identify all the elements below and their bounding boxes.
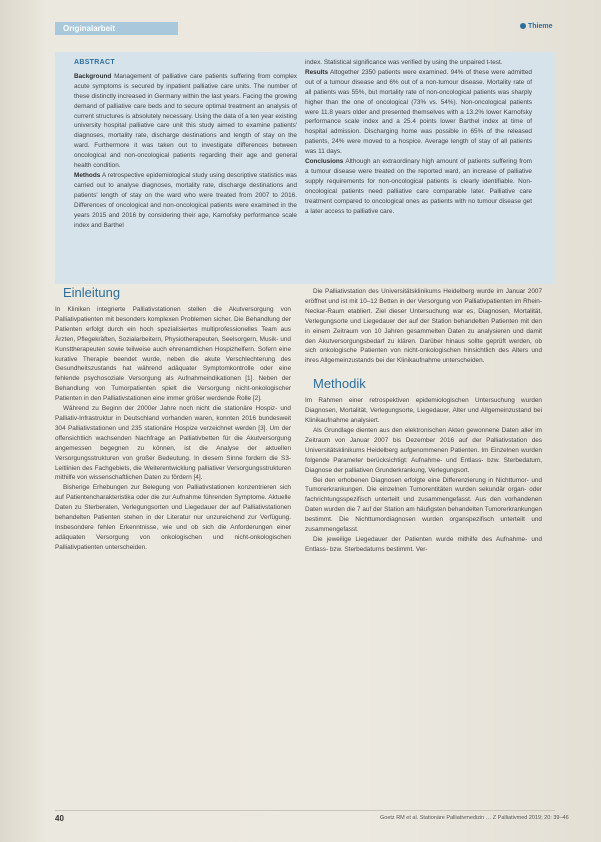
intro-paragraph: Die Palliativstation des Universitätsklinikums Heidelberg wurde im Januar 2007 eröffnet und ist mit 10–12 Betten in der Versorgung von Palliativpatienten im Rhein-Neckar-Raum etabliert. Ziel dieser Untersuchung war es, Diagnosen, Mortalität, Verlegungsorte und Liegedauer der auf der Station behandelten Patienten mit den in einem Zeitraum von 10 Jahren gesammelten Daten zu analysieren und damit den Akutversorgungsbedarf zu klären. Darüber hinaus sollte geprüft werden, ob sich onkologische Patienten von nicht-onkologischen hinsichtlich des Alters und ihres Allgemeinzustands bei der Klinikaufnahme unterscheiden.	[305, 288, 542, 365]
einleitung-paragraph: Bisherige Erhebungen zur Belegung von Palliativstationen konzentrieren sich auf Patientencharakteristika oder die zur Aufnahme führenden Symptome. Aktuelle Daten zu Sterberaten, Verlegungsorten und Liegedauer der auf Palliativstationen behandelten Patienten stehen in der Literatur nur unzureichend zur Verfügung. Insbesondere fehlen Erkenntnisse, wie und ob sich die Anforderungen einer adäquaten Versorgung von onkologischen und nicht-onkologischen Palliativpatienten unterscheiden.	[55, 484, 291, 551]
section-gap	[305, 366, 542, 376]
methodik-paragraph: Im Rahmen einer retrospektiven epidemiologischen Untersuchung wurden Diagnosen, Mortalität, Verlegungsorte, Liegedauer, Alter und Allgemeinzustand bei Klinikaufnahme analysiert.	[305, 397, 542, 425]
footer-citation: Goetz RM et al. Stationäre Palliativmedizin … Z Palliativmed 2019; 20: 39–46	[380, 815, 569, 821]
abstract-heading: ABSTRACT	[74, 59, 115, 66]
abstract-right-intro: index. Statistical significance was verified by using the unpaired t-test.	[305, 59, 503, 66]
methods-text: A retrospective epidemiological study using descriptive statistics was carried out to analyse diagnoses, mortality rate, discharge destinations and patients' length of stay on the ward who were treated from 2007 to 2016. Differences of oncological and non-oncological patients were examined in the years 2015 and 2016 by considering their age, Karnofsky performance scale index and Barthel	[74, 171, 297, 229]
body-left-column	[55, 285, 291, 553]
thieme-logo-icon	[520, 23, 526, 29]
abstract-results	[305, 68, 532, 157]
methodik-paragraph: Als Grundlage dienten aus den elektronischen Akten gewonnene Daten aller im Zeitraum von Januar 2007 bis Dezember 2016 auf der Palliativstation des Universitätsklinikums Heidelberg aufgenommenen Patienten. Im Einzelnen wurden folgende Parameter berücksichtigt: Aufnahme- und Entlass- bzw. Sterbedatum, Diagnose der palliativen Grunderkrankung, Verlegungsort.	[305, 426, 542, 474]
background-text: Management of palliative care patients suffering from complex acute symptoms is secured by inpatient palliative care units. The number of these distinctly increased in Germany within the last years. Facing the growing demand of palliative care beds and to secure optimal treatment an analysis of current structures is absolutely necessary. Using the data of a ten year existing university hospital palliative care unit this study aimed to examine patients' diagnoses, mortality rate, discharge destinations and length of stay on the ward. Furthermore it was taken out to investigate differences between oncological and non-oncological patients regarding their age and general health condition.	[74, 72, 298, 170]
abstract-methods	[74, 171, 297, 230]
footer-rule	[55, 810, 555, 811]
publisher-name: Thieme	[528, 23, 553, 30]
abstract-right-column	[305, 58, 532, 217]
results-label: Results	[305, 68, 329, 76]
methodik-paragraph: Bei den erhobenen Diagnosen erfolgte eine Differenzierung in Nichttumor- und Tumorerkrankungen. Die einzelnen Tumorentitäten wurden sekundär organ- oder fachrichtungsspezifisch unterteilt und zusammengefasst. Aus den vorhandenen Daten wurden die 7 auf der Station am häufigsten behandelten Tumorerkrankungen bestimmt. Die Nichttumordiagnosen wurden organspezifisch unterteilt und zusammengefasst.	[305, 476, 542, 534]
section-label: Originalarbeit	[55, 22, 178, 35]
results-text: Altogether 2350 patients were examined. 94% of these were admitted out of a tumour disease and 6% out of a non-tumour disease. Mortality rate of all patients was 55%, but mortality rate of non-oncological patients was sharply higher than the one of oncological (73% vs. 54%). Non-oncological patients were 11.8 years older and presented themselves with a 13.2% lower Karnofsky performance scale index and a 25.4 points lower Barthel index at time of hospital admission. Discharging home was possible in 65% of the released patients, 24% were moved to a hospice. Average length of stay of all patients was 11 days.	[305, 68, 532, 156]
methodik-paragraph: Die jeweilige Liegedauer der Patienten wurde mithilfe des Aufnahme- und Entlass- bzw. Sterbedaturns bestimmt. Ver-	[305, 535, 542, 553]
methodik-heading: Methodik	[313, 376, 366, 392]
conclusions-text: Although an extraordinary high amount of patients suffering from a tumour disease were treated on the reported ward, an increase of palliative supply requirements for non-oncological patients is clearly identifiable. Non-oncological patients need palliative care comparable later. Palliative care treatment compared to oncological ones as patients with no tumour disease get a later access to palliative care.	[305, 158, 532, 215]
einleitung-paragraph: In Kliniken integrierte Palliativstationen stellen die Akutversorgung von Palliativpatienten mit besonders komplexen Problemen sicher. Die Behandlung der Patienten erfolgt durch ein hoch spezialisiertes multiprofessionelles Team aus Ärzten, Pflegekräften, Sozialarbeitern, Physiotherapeuten, Seelsorgern, Musik- und Kunsttherapeuten sowie teilweise auch ehrenamtlichen Hospizhelfern. Sofern eine kurative Therapie beendet wurde, neben die akute Verschlechterung des Gesundheitszustands hat während adäquater Symptomkontrolle oder eine fehlende psychosoziale Versorgung als Aufnahmeindikationen [1]. Neben der Behandlung von Tumorpatienten spielt die Versorgung nicht-onkologischer Patienten in den Palliativstationen eine immer größer werdende Rolle [2].	[55, 306, 291, 403]
einleitung-paragraph: Während zu Beginn der 2000er Jahre noch nicht die stationäre Hospiz- und Palliativ-Infrastruktur in Deutschland vorhanden waren, konnten 2016 bundesweit 304 Palliativstationen und 235 stationäre Hospize verzeichnet werden [3]. Um der offensichtlich wachsenden Nachfrage an Palliativbetten für die Akutversorgung angemessen begegnen zu können, ist die Analyse der aktuellen Versorgungsstrukturen von großer Bedeutung. In diesem Sinne fordern die S3-Leitlinien des Fachgebiets, die Weiterentwicklung palliativer Versorgungsstrukturen mithilfe von wissenschaftlichen Daten zu fördern [4].	[55, 405, 291, 482]
abstract-conclusions	[305, 157, 532, 216]
publisher-logo	[520, 23, 553, 30]
body-right-column	[305, 287, 542, 555]
methods-label: Methods	[74, 171, 101, 179]
abstract-background	[74, 72, 297, 171]
conclusions-label: Conclusions	[305, 158, 344, 166]
einleitung-heading: Einleitung	[63, 285, 121, 300]
page-number: 40	[55, 814, 64, 823]
abstract-left-column	[74, 58, 297, 230]
background-label: Background	[74, 72, 112, 80]
